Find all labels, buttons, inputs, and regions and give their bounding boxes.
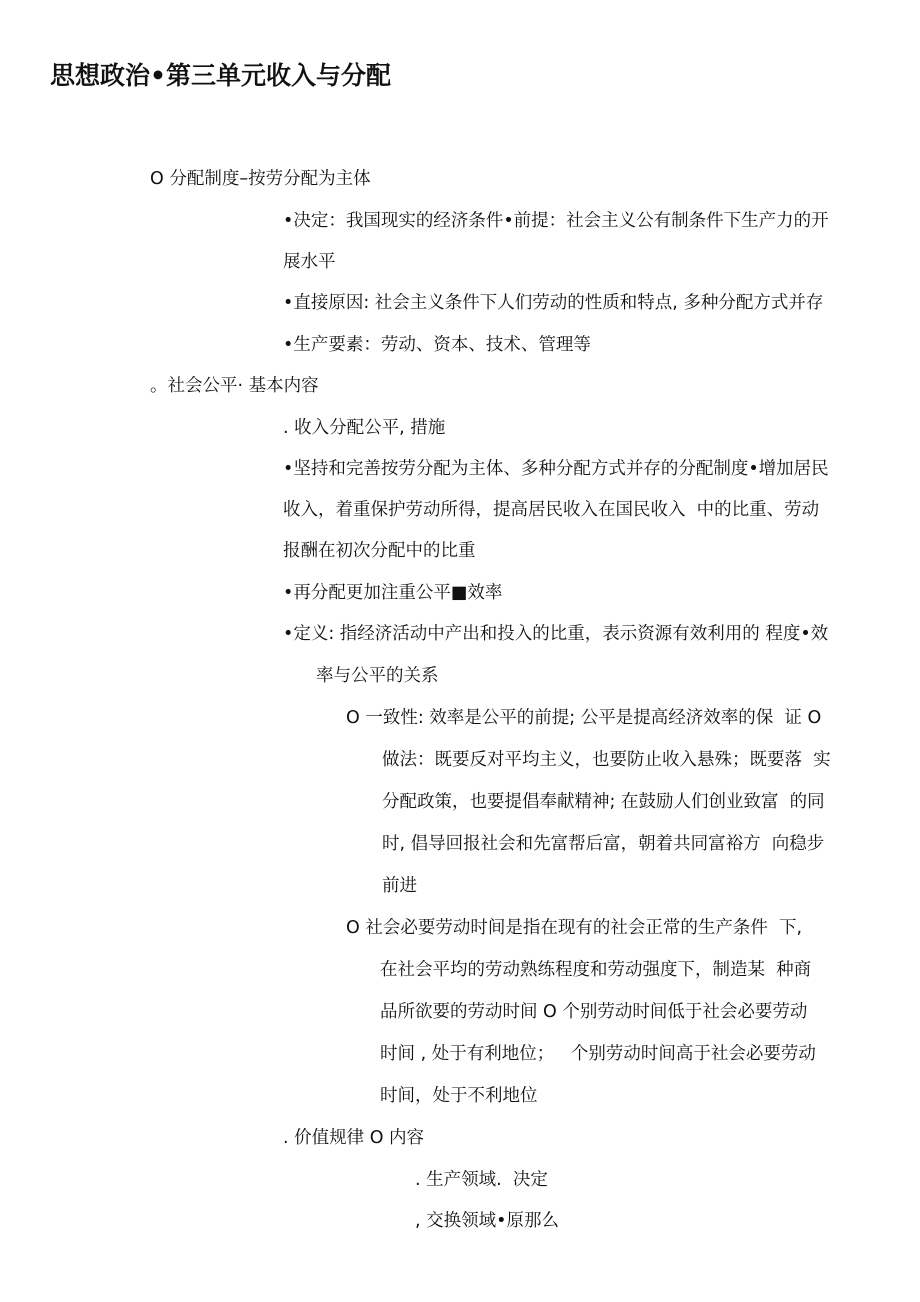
text-line: 展水平 xyxy=(283,252,336,272)
text-line: 在社会平均的劳动熟练程度和劳动强度下，制造某 种商 xyxy=(380,960,812,980)
bullet-line: •再分配更加注重公平■效率 xyxy=(283,583,503,603)
subheading-line: . 价值规律 O 内容 xyxy=(283,1128,425,1148)
text-line: 报酬在初次分配中的比重 xyxy=(283,541,476,561)
text-line: 品所欲要的劳动时间 O 个别劳动时间低于社会必要劳动 xyxy=(380,1002,808,1022)
page-title: 思想政治•第三单元收入与分配 xyxy=(50,61,391,90)
bullet-line: •生产要素：劳动、资本、技术、管理等 xyxy=(283,335,591,355)
section-heading: 。社会公平· 基本内容 xyxy=(150,376,319,396)
bullet-line: •定义: 指经济活动中产出和投入的比重，表示资源有效利用的 程度•效 xyxy=(283,624,829,644)
text-line: 时, 倡导回报社会和先富帮后富，朝着共同富裕方 向稳步 xyxy=(382,834,825,854)
bullet-line: •坚持和完善按劳分配为主体、多种分配方式并存的分配制度•增加居民 xyxy=(283,459,829,479)
list-item: O 一致性: 效率是公平的前提; 公平是提高经济效率的保 证 O xyxy=(346,708,822,728)
text-line: . 生产领域. 决定 xyxy=(415,1170,548,1190)
bullet-line: •直接原因: 社会主义条件下人们劳动的性质和特点, 多种分配方式并存 xyxy=(283,293,824,313)
list-item: O 社会必要劳动时间是指在现有的社会正常的生产条件 下, xyxy=(346,918,803,938)
text-line: 时间 , 处于有利地位； 个别劳动时间高于社会必要劳动 xyxy=(380,1044,816,1064)
text-line: , 交换领域•原那么 xyxy=(415,1211,559,1231)
text-line: 率与公平的关系 xyxy=(316,666,439,686)
subheading-line: . 收入分配公平, 措施 xyxy=(283,418,446,438)
section-heading: O 分配制度–按劳分配为主体 xyxy=(150,169,371,189)
text-line: 分配政策，也要提倡奉献精神; 在鼓励人们创业致富 的同 xyxy=(382,792,825,812)
text-line: 前进 xyxy=(382,876,417,896)
bullet-line: •决定：我国现实的经济条件•前提：社会主义公有制条件下生产力的开 xyxy=(283,211,829,231)
text-line: 做法：既要反对平均主义，也要防止收入悬殊；既要落 实 xyxy=(382,750,831,770)
text-line: 时间，处于不利地位 xyxy=(380,1086,538,1106)
text-line: 收入，着重保护劳动所得，提高居民收入在国民收入 中的比重、劳动 xyxy=(283,500,820,520)
